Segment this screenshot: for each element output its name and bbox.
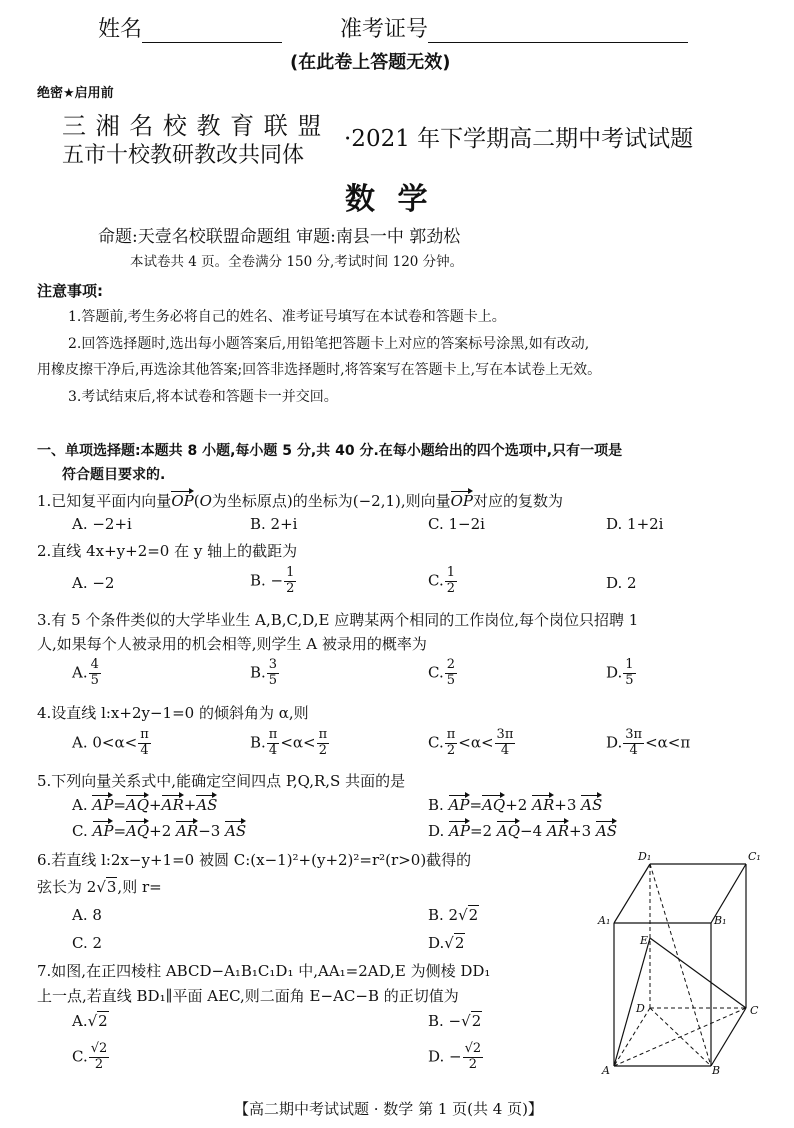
- q4-option-b: B. $\frac{\pi}{4}$ <α< $\frac{\pi}{2}$: [250, 727, 328, 758]
- q5-option-b: B. AP=AQ+2 AR+3 AS: [428, 796, 603, 814]
- question-7-stem-2: 上一点,若直线 BD₁∥平面 AEC,则二面角 E−AC−B 的正切值为: [37, 987, 459, 1005]
- name-label: 姓名: [98, 17, 143, 42]
- q1-option-c: C. 1−2i: [428, 515, 485, 533]
- authors-line: 命题:天壹名校联盟命题组 审题:南县一中 郭劲松: [98, 227, 461, 247]
- label-c: C: [750, 1004, 759, 1017]
- q7-option-b: B. −√2: [428, 1012, 482, 1030]
- prism-figure: [596, 848, 776, 1078]
- notice-item-2b: 用橡皮擦干净后,再选涂其他答案;回答非选择题时,将答案写在答题卡上,写在本试卷上无效。: [37, 362, 602, 378]
- question-7-stem-1: 7.如图,在正四棱柱 ABCD−A₁B₁C₁D₁ 中,AA₁=2AD,E 为侧棱 DD₁: [37, 962, 491, 980]
- paper-info: 本试卷共 4 页。全卷满分 150 分,考试时间 120 分钟。: [130, 254, 464, 270]
- label-c1: C₁: [748, 850, 761, 863]
- vector-op: OP: [450, 492, 474, 510]
- q3-option-b: B. $\frac{3}{5}$: [250, 657, 278, 688]
- q5-option-c: C. AP=AQ+2 AR−3 AS: [72, 822, 247, 840]
- q1-option-d: D. 1+2i: [606, 515, 664, 533]
- name-field: [98, 12, 282, 43]
- q7-option-c: C. $\frac{√2}{2}$: [72, 1041, 108, 1072]
- q3-option-c: C. $\frac{2}{5}$: [428, 657, 455, 688]
- q4-option-d: D. $\frac{3\pi}{4}$ <α<π: [606, 727, 691, 758]
- q5-option-d: D. AP=2 AQ−4 AR+3 AS: [428, 822, 618, 840]
- question-4-stem: 4.设直线 l:x+2y−1=0 的倾斜角为 α,则: [37, 704, 309, 722]
- exam-title: ·2021 年下学期高二期中考试试题: [344, 126, 694, 152]
- q2-option-a: A. −2: [72, 574, 115, 592]
- q6-option-b: B. 2√2: [428, 906, 479, 924]
- question-6-stem-2: 弦长为 2√3,则 r=: [37, 878, 162, 896]
- page-footer: 【高二期中考试试题 · 数学 第 1 页(共 4 页)】: [234, 1100, 543, 1118]
- label-d1: D₁: [638, 850, 652, 863]
- subject-title: 数 学: [345, 182, 434, 217]
- q2-option-b: B. − $\frac{1}{2}$: [250, 565, 295, 596]
- question-3-stem-2: 人,如果每个人被录用的机会相等,则学生 A 被录用的概率为: [37, 635, 427, 653]
- q1-option-a: A. −2+i: [72, 515, 132, 533]
- q6-option-c: C. 2: [72, 934, 103, 952]
- q3-option-a: A. $\frac{4}{5}$: [72, 657, 99, 688]
- q4-option-a: A. 0<α< $\frac{\pi}{4}$: [72, 727, 149, 758]
- label-d: D: [636, 1002, 645, 1015]
- q5-option-a: A. AP=AQ+AR+AS: [72, 796, 218, 814]
- label-e: E: [640, 934, 649, 947]
- exam-id-underline: [428, 20, 688, 43]
- q7-option-d: D. − $\frac{√2}{2}$: [428, 1041, 482, 1072]
- org-name-1: 三 湘 名 校 教 育 联 盟: [62, 112, 323, 140]
- q3-option-d: D. $\frac{1}{5}$: [606, 657, 634, 688]
- question-3-stem-1: 3.有 5 个条件类似的大学毕业生 A,B,C,D,E 应聘某两个相同的工作岗位,每个岗位只招聘 1: [37, 611, 639, 629]
- section-1-heading: 一、单项选择题:本题共 8 小题,每小题 5 分,共 40 分.在每小题给出的四个选项中,只有一项是: [37, 443, 623, 459]
- vector-op: OP: [171, 492, 194, 510]
- org-name-2: 五市十校教研教改共同体: [62, 143, 305, 168]
- secret-mark: 绝密★启用前: [37, 86, 114, 101]
- question-1-stem: 1.已知复平面内向量OP(O为坐标原点)的坐标为(−2,1),则向量OP对应的复数为: [37, 492, 564, 510]
- q2-option-c: C. $\frac{1}{2}$: [428, 565, 455, 596]
- label-b: B: [712, 1064, 721, 1077]
- label-a1: A₁: [598, 914, 611, 927]
- label-a: A: [602, 1064, 610, 1077]
- notice-title: 注意事项:: [37, 282, 103, 300]
- q7-option-a: A.√2: [72, 1012, 108, 1030]
- notice-item-2a: 2.回答选择题时,选出每小题答案后,用铅笔把答题卡上对应的答案标号涂黑,如有改动,: [68, 336, 590, 352]
- notice-item-1: 1.答题前,考生务必将自己的姓名、准考证号填写在本试卷和答题卡上。: [68, 309, 506, 325]
- q6-option-a: A. 8: [72, 906, 102, 924]
- exam-id-label: 准考证号: [340, 17, 429, 42]
- q4-option-c: C. $\frac{\pi}{2}$ <α< $\frac{3\pi}{4}$: [428, 727, 514, 758]
- question-2-stem: 2.直线 4x+y+2=0 在 y 轴上的截距为: [37, 542, 298, 560]
- q2-option-d: D. 2: [606, 574, 637, 592]
- q6-option-d: D.√2: [428, 934, 465, 952]
- question-6-stem-1: 6.若直线 l:2x−y+1=0 被圆 C:(x−1)²+(y+2)²=r²(r>0)截得的: [37, 851, 472, 869]
- name-underline: [142, 20, 282, 43]
- section-1-heading-2: 符合题目要求的.: [62, 467, 166, 483]
- label-b1: B₁: [714, 914, 727, 927]
- invalid-note: (在此卷上答题无效): [290, 52, 451, 73]
- question-5-stem: 5.下列向量关系式中,能确定空间四点 P,Q,R,S 共面的是: [37, 772, 406, 790]
- notice-item-3: 3.考试结束后,将本试卷和答题卡一并交回。: [68, 389, 338, 405]
- exam-id-field: [340, 12, 688, 43]
- q1-option-b: B. 2+i: [250, 515, 298, 533]
